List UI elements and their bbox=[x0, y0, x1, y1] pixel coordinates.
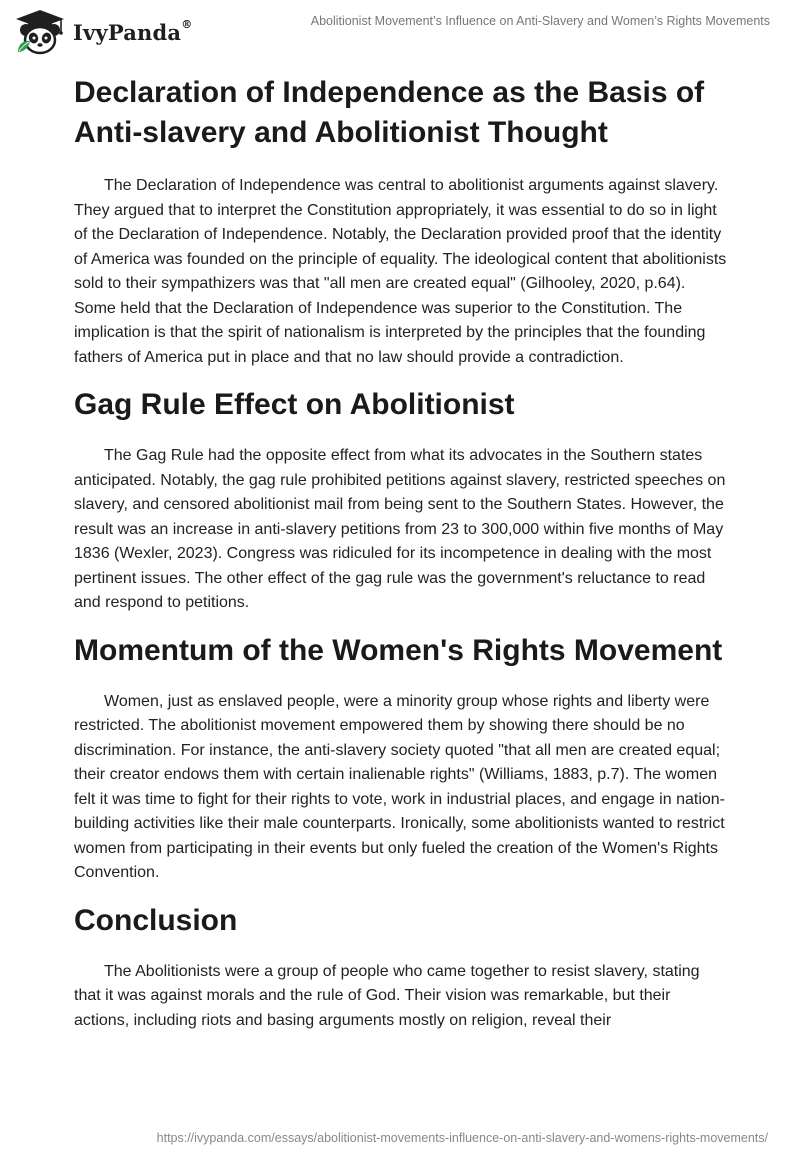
section-paragraph-gag-rule: The Gag Rule had the opposite effect from what its advocates in the Southern states anticipated. Notably, the gag rule prohibited petitions against slavery, restricted speeches on slavery, and censored abolitionist mail from being sent to the Southern States. However, the result was an increase in anti-slavery petitions from 23 to 300,000 within five months of May 1836 (Wexler, 2023). Congress was ridiculed for its incompetence in dealing with the most pertinent issues. The other effect of the gag rule was the government's reluctance to read and respond to petitions. bbox=[74, 447, 726, 611]
section-heading-gag-rule: Gag Rule Effect on Abolitionist bbox=[74, 388, 515, 421]
source-url-link[interactable]: https://ivypanda.com/essays/abolitionist-movements-influence-on-anti-slavery-and-womens-rights-movements/ bbox=[156, 1131, 768, 1145]
page-header bbox=[0, 0, 800, 60]
section-heading-conclusion: Conclusion bbox=[74, 903, 238, 937]
section-paragraph-declaration: The Declaration of Independence was central to abolitionist arguments against slavery. They argued that to interpret the Constitution appropriately, it was essential to do so in light of the Declaration of Independence. Notably, the Declaration provided proof that the identity of America was founded on the principle of equality. The ideological content that abolitionists sold to their sympathizers was that "all men are created equal" (Gilhooley, 2020, p.64). Some held that the Declaration of Independence was superior to the Constitution. The implication is that the spirit of nationalism is interpreted by the principles that the founding fathers of America put in place and that no law should provide a contradiction. bbox=[74, 177, 727, 366]
document-title: Abolitionist Movement’s Influence on Anti-Slavery and Women’s Rights Movements bbox=[310, 14, 770, 28]
section-heading-womens-rights: Momentum of the Women's Rights Movement bbox=[74, 633, 723, 667]
logo-wordmark: IvyPanda® bbox=[73, 18, 193, 45]
essay-content bbox=[74, 70, 728, 1033]
ivypanda-logo[interactable] bbox=[12, 8, 202, 56]
panda-icon bbox=[12, 8, 68, 56]
section-paragraph-womens-rights: Women, just as enslaved people, were a minority group whose rights and liberty were restricted. The abolitionist movement empowered them by showing there should be no discrimination. For instance, the anti-slavery society quoted "that all men are created equal; their creator endows them with certain inalienable rights" (Williams, 1883, p.7). The women felt it was time to fight for their rights to vote, work in industrial places, and engage in nation-building activities like their male counterparts. Ironically, some abolitionists wanted to restrict women from participating in their events but only fueled the creation of the Women's Rights Convention. bbox=[74, 692, 725, 881]
section-heading-declaration: Declaration of Independence as the Basis of Anti-slavery and Abolitionist Thought bbox=[74, 76, 705, 149]
section-paragraph-conclusion: The Abolitionists were a group of people who came together to resist slavery, stating that it was against morals and the rule of God. Their vision was remarkable, but their actions, including riots and basing arguments mostly on religion, reveal their bbox=[74, 962, 700, 1029]
